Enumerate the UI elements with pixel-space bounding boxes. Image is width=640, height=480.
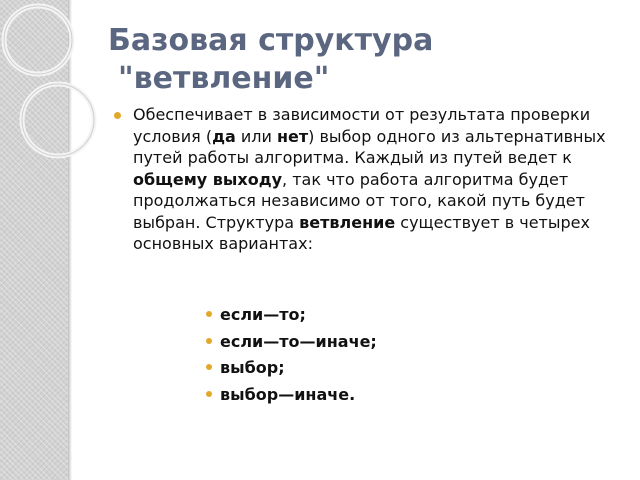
bullet-icon — [206, 364, 212, 370]
body-bold-common-exit: общему выходу — [133, 169, 283, 189]
bullet-icon — [206, 338, 212, 344]
bullet-icon — [206, 311, 212, 317]
bullet-icon — [206, 391, 212, 397]
list-item — [206, 302, 377, 329]
body-bold-yes: да — [212, 126, 236, 146]
variant-label: выбор—иначе. — [220, 384, 356, 404]
list-item — [206, 382, 377, 409]
variant-label: если—то; — [220, 305, 306, 324]
body-text-1: Обеспечивает в зависимости от результата проверки условия ( — [133, 105, 591, 146]
content-area — [114, 104, 624, 255]
body-bold-no: нет — [276, 126, 309, 146]
slide-title — [108, 22, 608, 98]
body-bold-branching: ветвление — [299, 212, 396, 232]
variant-label: если—то—иначе; — [220, 331, 377, 351]
body-text-5: существует в четырех основных вариантах: — [133, 212, 590, 253]
description-paragraph — [114, 104, 624, 255]
title-line-2: "ветвление" — [118, 61, 330, 96]
body-text-2: или — [235, 126, 277, 146]
body-text-3: ) выбор одного из альтернативных путей работы алгоритма. Каждый из путей ведет к — [133, 126, 606, 167]
body-text-4: , так что работа алгоритма будет продолжаться независимо от того, какой путь будет выбран. Структура — [133, 169, 585, 232]
decorative-rings — [0, 0, 120, 180]
title-line-1: Базовая структура — [108, 23, 434, 58]
bullet-icon — [114, 112, 121, 119]
variants-list — [206, 302, 377, 408]
variant-label: выбор; — [220, 358, 285, 377]
list-item — [206, 329, 377, 356]
list-item — [206, 355, 377, 382]
